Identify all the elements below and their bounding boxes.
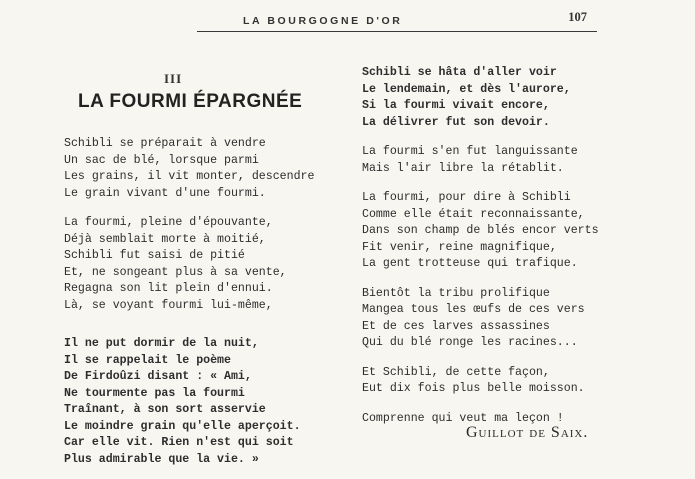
verse-line: La fourmi s'en fut languissante [362, 145, 578, 158]
page-number: 107 [568, 10, 587, 24]
verse-line: De Firdoûzi disant : « Ami, [64, 370, 252, 383]
verse-line: Les grains, il vit monter, descendre [64, 170, 315, 183]
verse-line: Bientôt la tribu prolifique [362, 286, 550, 300]
verse-line: Eut dix fois plus belle moisson. [362, 382, 585, 395]
verse-line: Et, ne songeant plus à sa vente, [64, 265, 287, 279]
verse-line: Qui du blé ronge les racines... [362, 336, 578, 349]
verse-line: Car elle vit. Rien n'est qui soit [64, 436, 294, 449]
poem-number: III [164, 71, 183, 86]
verse-line: Comprenne qui veut ma leçon ! [362, 411, 564, 425]
stanza [362, 286, 599, 352]
verse-line: Fit venir, reine magnifique, [362, 240, 557, 254]
stanza [64, 215, 314, 314]
verse-line: Et de ces larves assassines [362, 319, 550, 333]
stanza [362, 190, 599, 273]
verse-line: Là, se voyant fourmi lui-même, [64, 298, 273, 312]
verse-line: Regagna son lit plein d'ennui. [64, 282, 273, 295]
verse-line: Traînant, à son sort asservie [64, 403, 266, 416]
verse-line: Schibli fut saisi de pitié [64, 249, 245, 262]
verse-line: La fourmi, pleine d'épouvante, [64, 216, 273, 229]
verse-line: Plus admirable que la vie. » [64, 452, 259, 466]
verse-line: Schibli se hâta d'aller voir [362, 66, 557, 79]
stanza [362, 365, 599, 398]
verse-line: Et Schibli, de cette façon, [362, 365, 550, 379]
poem-title: LA FOURMI ÉPARGNÉE [78, 91, 303, 112]
left-column [64, 136, 314, 468]
verse-line: Il se rappelait le poème [64, 353, 231, 367]
verse-line: Ne tourmente pas la fourmi [64, 386, 245, 400]
verse-line: Le grain vivant d'une fourmi. [64, 186, 266, 200]
verse-line: La délivrer fut son devoir. [362, 115, 550, 129]
verse-line: Mais l'air libre la rétablit. [362, 161, 564, 175]
verse-line: La fourmi, pour dire à Schibli [362, 191, 571, 204]
verse-line: Déjà semblait morte à moitié, [64, 232, 266, 246]
verse-line: Si la fourmi vivait encore, [362, 99, 550, 112]
verse-line: Le moindre grain qu'elle aperçoit. [64, 419, 301, 433]
running-header [197, 9, 597, 32]
verse-line: Un sac de blé, lorsque parmi [64, 153, 259, 167]
stanza [64, 136, 314, 202]
author-signature: Guillot de Saix. [466, 424, 589, 441]
verse-line: Comme elle était reconnaissante, [362, 207, 585, 221]
right-column [362, 65, 599, 427]
verse-line: Le lendemain, et dès l'aurore, [362, 82, 571, 96]
running-title: LA BOURGOGNE D'OR [243, 15, 403, 27]
verse-line: La gent trotteuse qui trafique. [362, 257, 578, 270]
stanza [362, 144, 599, 177]
stanza [64, 336, 314, 468]
stanza [362, 65, 599, 131]
verse-line: Mangea tous les œufs de ces vers [362, 303, 585, 316]
verse-line: Il ne put dormir de la nuit, [64, 337, 259, 350]
verse-line: Schibli se préparait à vendre [64, 137, 266, 150]
verse-line: Dans son champ de blés encor verts [362, 224, 599, 237]
